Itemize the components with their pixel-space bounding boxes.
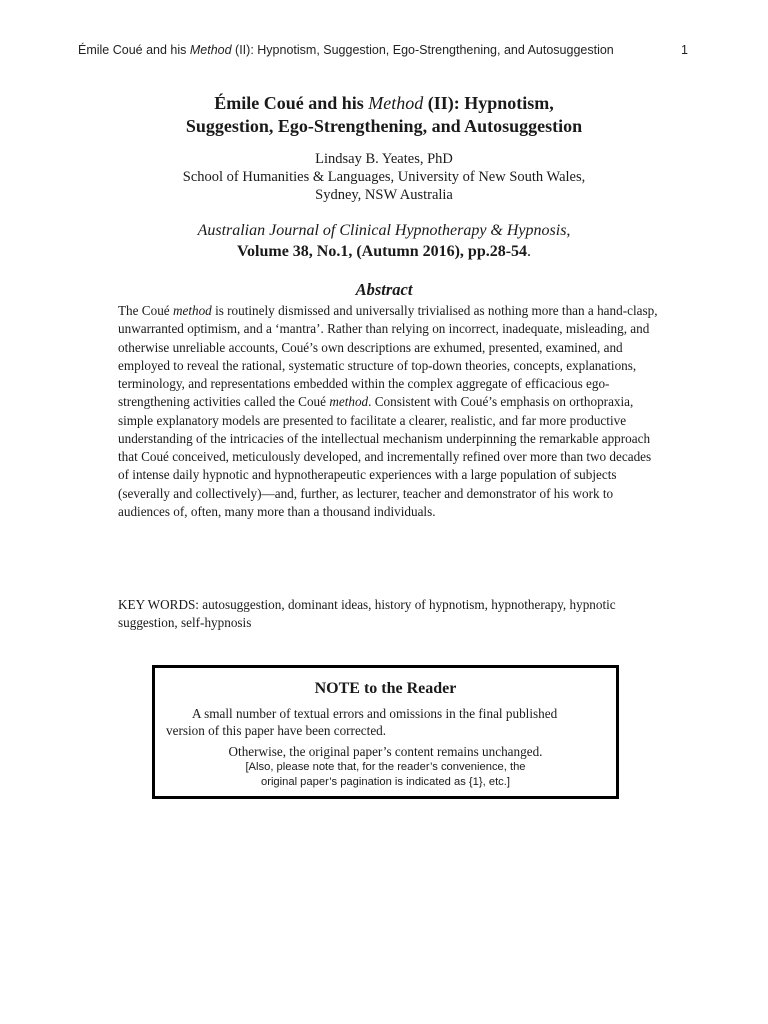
paper-title <box>0 92 768 138</box>
page-number: 1 <box>681 43 688 57</box>
journal-citation <box>0 220 768 262</box>
note-paragraph-3: [Also, please note that, for the reader’s convenience, the original paper’s pagination is indicated as {1}, etc.] <box>245 761 526 788</box>
note-to-reader-box <box>152 665 619 799</box>
author-name: Lindsay B. Yeates, PhD <box>315 151 453 167</box>
abstract-text: The Coué method is routinely dismissed and universally trivialised as nothing more than a hand-clasp, unwarranted optimism, and a ‘mantra’. Rather than relying on incorrect, inadequate, misleading, and otherwise unreliable accounts, Coué’s own descriptions are exhumed, presented, examined, and employed to reveal the rational, systematic structure of top-down theories, concepts, explanations, terminology, and representations embedded within the complex aggregate of efficacious ego-strengthening activities called the Coué method. Consistent with Coué’s emphasis on orthopraxia, simple explanatory models are presented to facilitate a clearer, realistic, and far more productive understanding of the intricacies of the intellectual mechanism underpinning the remarkable approach that Coué conceived, meticulously developed, and incrementally refined over more than two decades of intense daily hypnotic and hypnotherapeutic experiences with a large population of subjects (severally and collectively)—and, further, as lecturer, teacher and demonstrator of his work to audiences of, often, many more than a thousand individuals. <box>118 303 658 519</box>
abstract-heading: Abstract <box>355 280 413 299</box>
note-paragraph-2: Otherwise, the original paper’s content remains unchanged. <box>228 744 543 759</box>
note-paragraph-1: A small number of textual errors and omissions in the final published version of this paper have been corrected. <box>166 706 558 738</box>
keywords: KEY WORDS: autosuggestion, dominant ideas, history of hypnotism, hypnotherapy, hypnotic suggestion, self-hypnosis <box>118 597 616 631</box>
title-line-2: Suggestion, Ego-Strengthening, and Autosuggestion <box>185 116 583 136</box>
author-block <box>0 150 768 204</box>
author-affiliation-line-2: Sydney, NSW Australia <box>315 187 453 203</box>
running-header-title: Émile Coué and his Method (II): Hypnotism, Suggestion, Ego-Strengthening, and Autosuggestion <box>78 43 614 57</box>
running-header <box>78 43 688 57</box>
author-affiliation-line-1: School of Humanities & Languages, University of New South Wales, <box>182 169 586 185</box>
title-line-1: Émile Coué and his Method (II): Hypnotism, <box>214 93 554 113</box>
note-title: NOTE to the Reader <box>314 680 457 697</box>
journal-volume: Volume 38, No.1, (Autumn 2016), pp.28-54. <box>236 243 532 260</box>
journal-name: Australian Journal of Clinical Hypnotherapy & Hypnosis, <box>197 222 571 239</box>
